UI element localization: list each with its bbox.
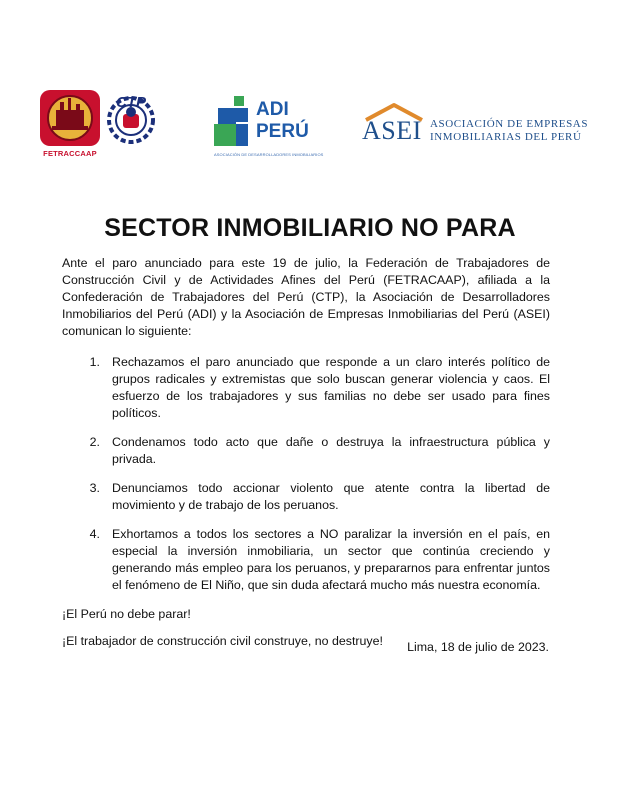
ctp-logo	[104, 90, 158, 144]
list-item-text: Rechazamos el paro anunciado que responde a un claro interés político de grupos radicales y extremistas que solo buscan generar violencia y caos. El esfuerzo de los trabajadores y sus familias no debe ser usado para fines políticos.	[112, 355, 550, 420]
logo-header	[0, 0, 620, 180]
list-item-number: 4.	[89, 527, 100, 541]
ctp-label: CTP	[116, 94, 146, 111]
adi-subtitle: ASOCIACIÓN DE DESARROLLADORES INMOBILIARIOS	[214, 152, 324, 157]
document-title: SECTOR INMOBILIARIO NO PARA	[104, 214, 516, 242]
fetraccaap-label: FETRACCAAP	[43, 149, 97, 158]
list-item	[62, 480, 550, 514]
list-item-text: Exhortamos a todos los sectores a NO paralizar la inversión en el país, en especial la inversión inmobiliaria, un sector que continúa creciendo y generando más empleo para los peruanos, y prepararnos para enfrentar juntos el fenómeno de El Niño, que sin duda afectará mucho más nuestra economía.	[112, 527, 550, 592]
closing-line-2: ¡El trabajador de construcción civil construye, no destruye!	[62, 634, 383, 648]
list-item	[62, 354, 550, 422]
list-item	[62, 434, 550, 468]
fetraccaap-logo	[38, 88, 102, 160]
peru-word: PERÚ	[256, 121, 309, 142]
adi-blocks-icon	[212, 96, 256, 148]
list-item-number: 3.	[89, 481, 100, 495]
document-body	[62, 255, 550, 660]
document-date: Lima, 18 de julio de 2023.	[407, 640, 549, 654]
adi-peru-logo	[212, 96, 324, 160]
list-item-text: Condenamos todo acto que dañe o destruya la infraestructura pública y privada.	[112, 435, 550, 466]
adi-word: ADI	[256, 99, 289, 120]
points-list	[62, 354, 550, 594]
fetraccaap-emblem-icon	[38, 88, 102, 148]
closing-line-1: ¡El Perú no debe parar!	[62, 607, 191, 621]
list-item-number: 2.	[89, 435, 100, 449]
asei-name: ASEI	[362, 116, 422, 145]
intro-paragraph: Ante el paro anunciado para este 19 de julio, la Federación de Trabajadores de Construcción Civil y de Actividades Afines del Perú (FETRACAAP), afiliada a la Confederación de Trabajadores del Perú (CTP), la Asociación de Desarrolladores Inmobiliarios del Perú (ADI) y la Asociación de Empresas Inmobiliarias del Perú (ASEI) comunican lo siguiente:	[62, 256, 550, 338]
asei-full-line1: ASOCIACIÓN DE EMPRESAS	[430, 118, 589, 130]
asei-logo	[362, 102, 592, 146]
list-item-text: Denunciamos todo accionar violento que atente contra la libertad de movimiento y de trabajo de los peruanos.	[112, 481, 550, 512]
list-item	[62, 526, 550, 594]
asei-full-line2: INMOBILIARIAS DEL PERÚ	[430, 131, 582, 143]
list-item-number: 1.	[89, 355, 100, 369]
